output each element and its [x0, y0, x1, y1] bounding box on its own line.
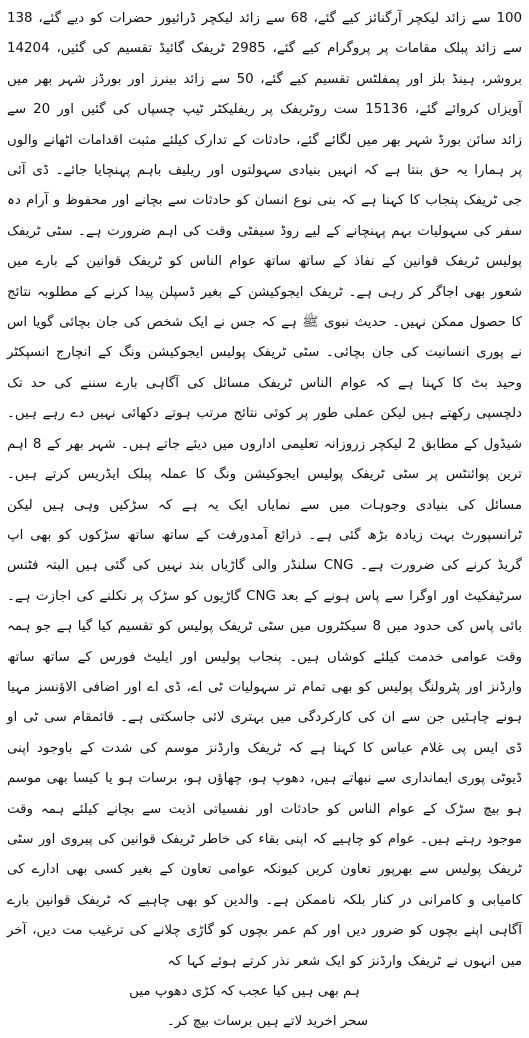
verse-line-1: ہم بھی ہیں کیا عجب کہ کڑی دھوپ میں: [129, 984, 360, 999]
article-body: 100 سے زائد لیکچر آرگنائز کیے گئے، 68 سے زائد لیکچر ڈرائیور حضرات کو دیے گئے، 138 سے زائد پبلک مقامات پر پروگرام کیے گئے، 2985 ٹریفک گائیڈ تقسیم کی گئیں، 14204 بروشر، ہینڈ بلز اور پمفلٹس تقسیم کیے گئے، 50 سے زائد بینرز اور بورڈز شہر بھر میں آویزاں کروائے گئے، 15136 ست روٹریفک پر ریفلیکٹر ٹیپ چسپاں کی گئیں اور 20 سے زائد سائن بورڈ شہر بھر میں لگائے گئے، حادثات کے تدارک کیلئے مثبت اقدامات اٹھانے والوں پر ہمارا یہ حق بنتا ہے کہ انہیں بنیادی سہولتوں اور ریلیف باہم پہنچایا جائے۔ ڈی آئی جی ٹریفک پنجاب کا کہنا ہے کہ بنی نوع انسان کو حادثات سے بچانے اور محفوظ و آرام دہ سفر کی سہولیات بہم پہنچانے کے لیے روڈ سیفٹی وقت کی اہم ضرورت ہے۔ سٹی ٹریفک پولیس ٹریفک قوانین کے نفاذ کے ساتھ ساتھ عوام الناس کو ٹریفک قوانین کے بارے میں شعور بھی اجاگر کر رہی ہے۔ ٹریفک ایجوکیشن کے بغیر ڈسپلن پیدا کرنے کے مطلوبہ نتائج کا حصول ممکن نہیں۔ حدیث نبوی ﷺ ہے کہ جس نے ایک شخص کی جان بچائی گویا اس نے پوری انسانیت کی جان بچائی۔ سٹی ٹریفک پولیس ایجوکیشن ونگ کے انچارج انسپکٹر وحید بٹ کا کہنا ہے کہ عوام الناس ٹریفک مسائل کی آگاہی بارے سننے کی حد تک دلچسپی رکھتے ہیں لیکن عملی طور پر کوئی نتائج مرتب ہوتے دکھائی نہیں دے رہے ہیں۔ شیڈول کے مطابق 2 لیکچر زروزانہ تعلیمی اداروں میں دیئے جاتے ہیں۔ شہر بھر کے 8 اہم ترین پوائنٹس پر سٹی ٹریفک پولیس ایجوکیشن ونگ کا عملہ پبلک ایڈریس کرتے ہیں۔ مسائل کی بنیادی وجوہات میں سے نمایاں ایک یہ ہے کہ سڑکیں وہی ہیں لیکن ٹرانسپورٹ بہت زیادہ بڑھ گئی ہے۔ ذرائع آمدورفت کے ساتھ ساتھ سڑکوں کو بھی اپ گریڈ کرنے کی ضرورت ہے۔ CNG سلنڈر والی گاڑیاں بند نہیں کی گئی ہیں البتہ فٹنس سرٹیفکیٹ اور اوگرا سے پاس ہونے کے بعد CNG گاڑیوں کو سڑک پر نکلنے کی اجازت ہے۔ بائی پاس کی حدود میں 8 سیکٹروں میں سٹی ٹریفک پولیس کو تقسیم کیا گیا ہے جو ہمہ وقت عوامی خدمت کیلئے کوشاں ہیں۔ پنجاب پولیس اور ایلیٹ فورس کے ساتھ ساتھ وارڈنز اور پٹرولنگ پولیس کو بھی تمام تر سہولیات ٹی اے، ڈی اے اور اضافی الاؤنسز مہیا ہونے چاہئیں جن سے ان کی کارکردگی میں بہتری لائی جاسکتی ہے۔ قائمقام سی ٹی او ڈی ایس پی غلام عباس کا کہنا ہے کہ ٹریفک وارڈنز موسم کی شدت کے باوجود اپنی ڈیوٹی پوری ایمانداری سے نبھاتے ہیں، دھوپ ہو، چھاؤں ہو، برسات ہو یا کیسا بھی موسم ہو بیچ سڑک کے عوام الناس کو حادثات اور نفسیاتی اذیت سے بچانے کیلئے ہمہ وقت موجود رہتے ہیں۔ عوام کو چاہیے کہ اپنی بقاء کی خاطر ٹریفک قوانین کی پیروی اور سٹی ٹریفک پولیس سے بھرپور تعاون کریں کیونکہ عوامی تعاون کے بغیر کسی بھی ادارے کی کامیابی و کامرانی در کنار بلکہ ناممکن ہے۔ والدین کو بھی چاہیے کہ ٹریفک قوانین بارے آگاہی اپنے بچوں کو ضرور دیں اور کم عمر بچوں کو گاڑی چلانے کی ترغیب مت دیں، آخر میں انہوں نے ٹریفک وارڈنز کو ایک شعر نذر کرتے ہوئے کہا کہ: [7, 11, 523, 969]
verse-line-2: سحر اخرید لاتے ہیں برسات بیچ کر۔: [166, 1014, 369, 1030]
